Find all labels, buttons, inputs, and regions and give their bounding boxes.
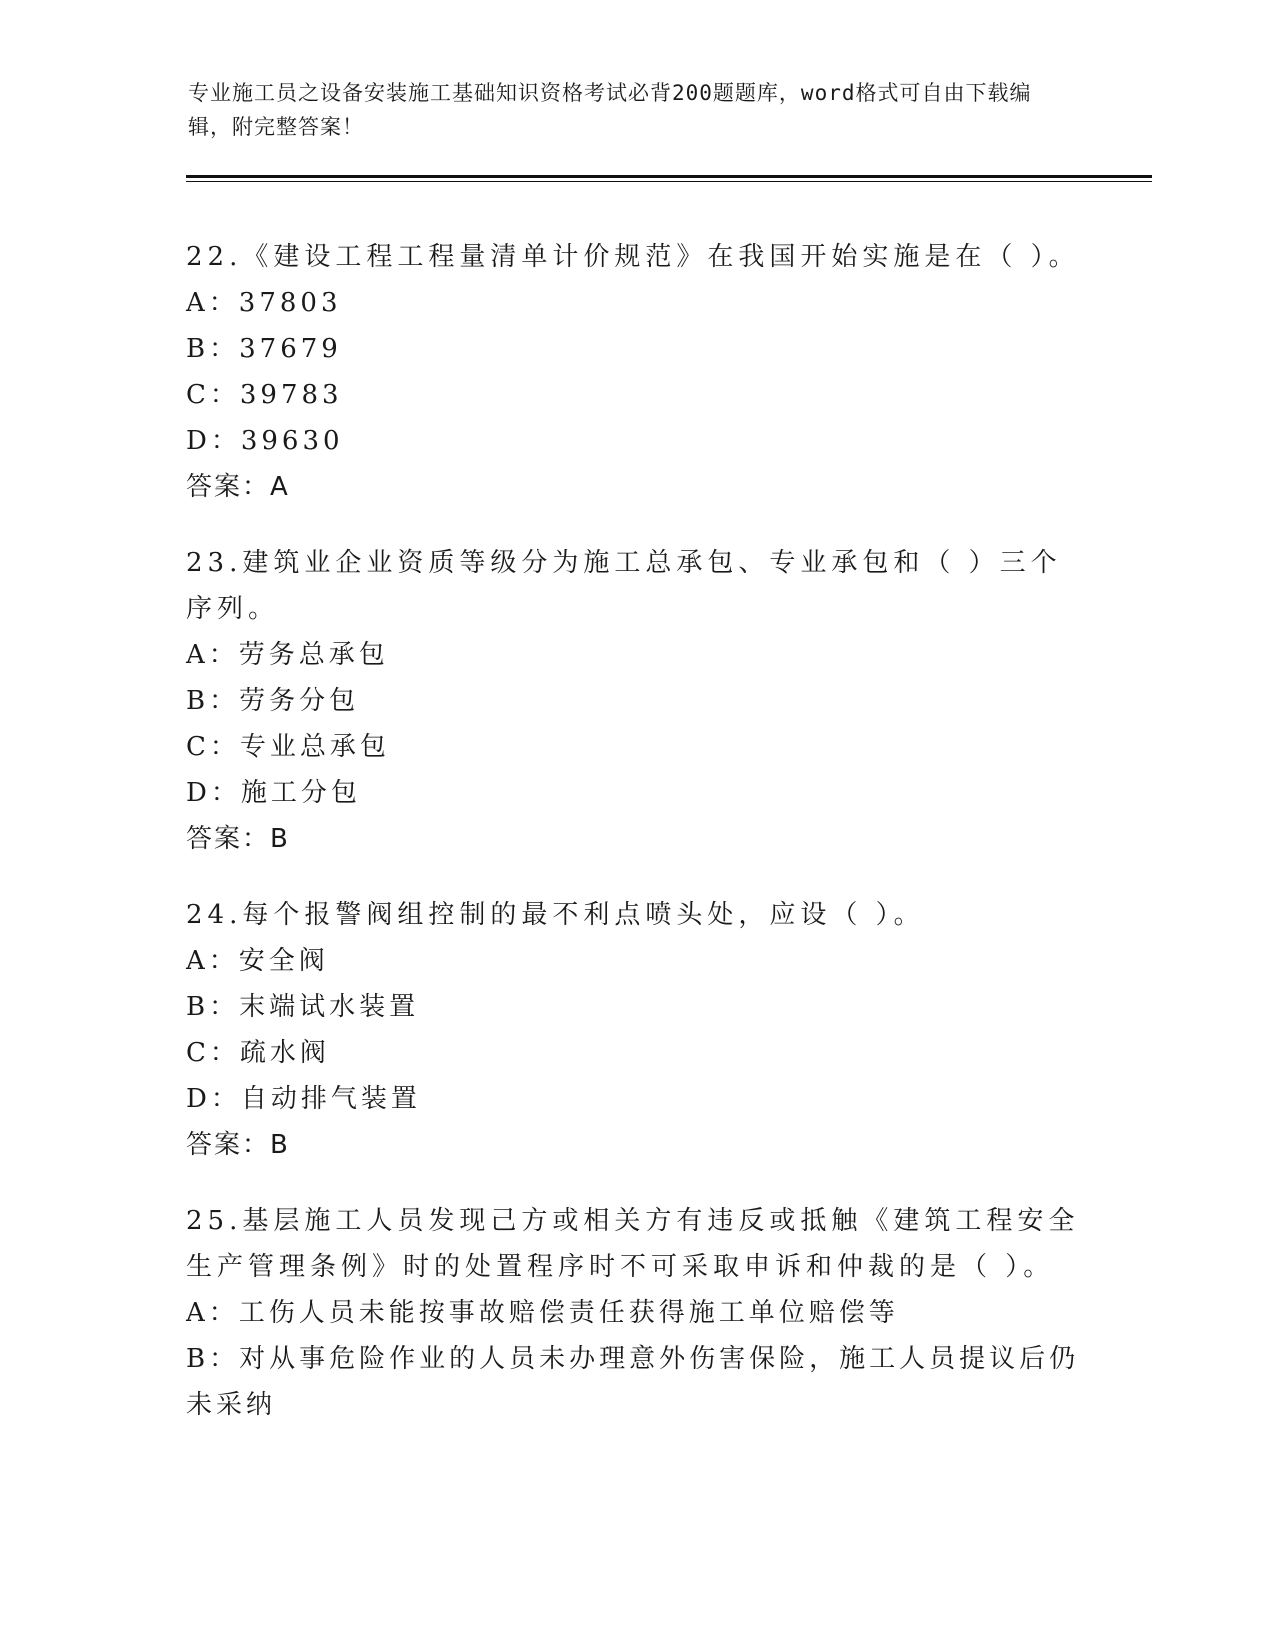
option-c: C：39783 xyxy=(186,380,343,410)
header-rule-thick xyxy=(186,175,1152,178)
header-rule-thin xyxy=(186,181,1152,182)
option-d: D：自动排气装置 xyxy=(186,1084,421,1114)
option-c: C：专业总承包 xyxy=(186,732,390,762)
option-b: B：劳务分包 xyxy=(186,686,360,716)
question-23 xyxy=(186,540,1086,862)
option-a: A：安全阀 xyxy=(186,946,329,976)
question-25 xyxy=(186,1198,1086,1428)
option-d: D：施工分包 xyxy=(186,778,361,808)
document-header: 专业施工员之设备安装施工基础知识资格考试必背200题题库，word格式可自由下载编辑，附完整答案！ xyxy=(188,81,1032,139)
question-24 xyxy=(186,892,1086,1168)
option-a: A：37803 xyxy=(186,288,342,318)
option-b: B：37679 xyxy=(186,334,342,364)
question-text: 22.《建设工程工程量清单计价规范》在我国开始实施是在（ ）。 xyxy=(186,242,1080,272)
question-text: 25.基层施工人员发现己方或相关方有违反或抵触《建筑工程安全生产管理条例》时的处置程序时不可采取申诉和仲裁的是（ ）。 xyxy=(186,1206,1080,1282)
question-text: 24.每个报警阀组控制的最不利点喷头处，应设（ ）。 xyxy=(186,900,925,930)
answer: 答案：B xyxy=(186,1130,290,1160)
question-22 xyxy=(186,234,1086,510)
answer: 答案：A xyxy=(186,472,290,502)
option-a: A：工伤人员未能按事故赔偿责任获得施工单位赔偿等 xyxy=(186,1298,899,1328)
answer: 答案：B xyxy=(186,824,290,854)
option-b: B：对从事危险作业的人员未办理意外伤害保险，施工人员提议后仍未采纳 xyxy=(186,1344,1080,1420)
option-c: C：疏水阀 xyxy=(186,1038,330,1068)
option-b: B：末端试水装置 xyxy=(186,992,420,1022)
option-d: D：39630 xyxy=(186,426,344,456)
question-text: 23.建筑业企业资质等级分为施工总承包、专业承包和（ ）三个序列。 xyxy=(186,548,1062,624)
question-list xyxy=(186,234,1086,1458)
option-a: A：劳务总承包 xyxy=(186,640,389,670)
